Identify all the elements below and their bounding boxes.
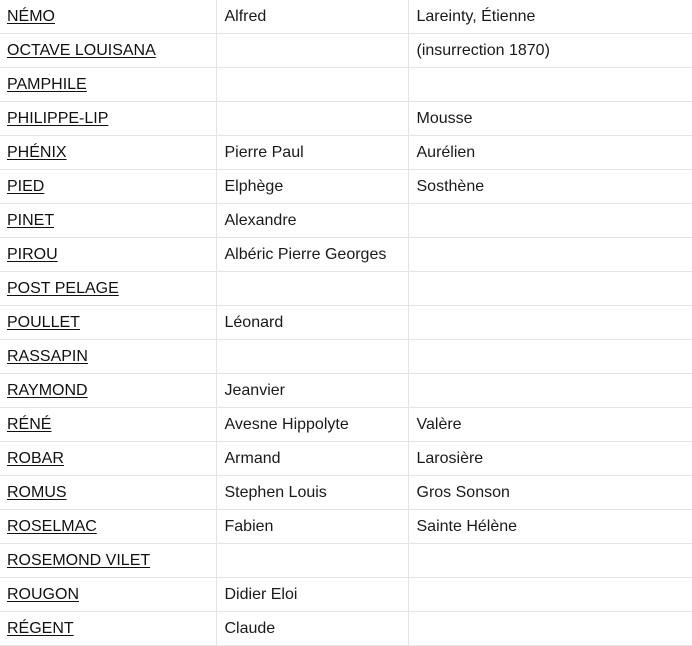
name-cell	[0, 374, 216, 408]
other-name-cell	[408, 306, 692, 340]
given-name-cell: Jeanvier	[216, 374, 408, 408]
other-name-cell	[408, 374, 692, 408]
surname-link[interactable]: NÉMO	[7, 8, 55, 25]
surname-link[interactable]: RÉNÉ	[7, 416, 52, 433]
given-name-cell: Albéric Pierre Georges	[216, 238, 408, 272]
given-name-cell: Léonard	[216, 306, 408, 340]
surname-link[interactable]: ROSEMOND VILET	[7, 552, 151, 569]
other-name-cell: (insurrection 1870)	[408, 34, 692, 68]
given-name-cell: Elphège	[216, 170, 408, 204]
table-row	[0, 374, 692, 408]
other-name-cell	[408, 340, 692, 374]
table-row	[0, 612, 692, 646]
name-cell	[0, 510, 216, 544]
table-row	[0, 340, 692, 374]
table-row	[0, 238, 692, 272]
table-row	[0, 272, 692, 306]
name-cell	[0, 170, 216, 204]
given-name-cell: Stephen Louis	[216, 476, 408, 510]
table-row	[0, 0, 692, 34]
table-row	[0, 136, 692, 170]
other-name-cell	[408, 272, 692, 306]
given-name-cell: Claude	[216, 612, 408, 646]
name-cell	[0, 340, 216, 374]
given-name-cell: Fabien	[216, 510, 408, 544]
given-name-cell: Alexandre	[216, 204, 408, 238]
given-name-cell: Pierre Paul	[216, 136, 408, 170]
table-row	[0, 34, 692, 68]
table-row	[0, 442, 692, 476]
other-name-cell: Lareinty, Étienne	[408, 0, 692, 34]
name-cell	[0, 136, 216, 170]
other-name-cell: Larosière	[408, 442, 692, 476]
surname-link[interactable]: PAMPHILE	[7, 76, 87, 93]
other-name-cell: Gros Sonson	[408, 476, 692, 510]
given-name-cell: Alfred	[216, 0, 408, 34]
other-name-cell	[408, 544, 692, 578]
surname-link[interactable]: RASSAPIN	[7, 348, 88, 365]
table-row	[0, 170, 692, 204]
other-name-cell	[408, 238, 692, 272]
name-cell	[0, 34, 216, 68]
given-name-cell	[216, 272, 408, 306]
name-cell	[0, 476, 216, 510]
other-name-cell: Valère	[408, 408, 692, 442]
other-name-cell: Sainte Hélène	[408, 510, 692, 544]
given-name-cell	[216, 340, 408, 374]
surname-link[interactable]: ROSELMAC	[7, 518, 97, 535]
surname-link[interactable]: PHÉNIX	[7, 144, 67, 161]
table-row	[0, 578, 692, 612]
surname-link[interactable]: ROBAR	[7, 450, 64, 467]
given-name-cell: Didier Eloi	[216, 578, 408, 612]
surname-link[interactable]: PHILIPPE-LIP	[7, 110, 109, 127]
table-row	[0, 510, 692, 544]
name-cell	[0, 544, 216, 578]
other-name-cell	[408, 578, 692, 612]
other-name-cell	[408, 68, 692, 102]
other-name-cell	[408, 204, 692, 238]
surname-link[interactable]: ROMUS	[7, 484, 67, 501]
surname-link[interactable]: PINET	[7, 212, 55, 229]
name-cell	[0, 204, 216, 238]
surname-link[interactable]: PIED	[7, 178, 45, 195]
table-row	[0, 544, 692, 578]
surname-link[interactable]: POST PELAGE	[7, 280, 119, 297]
surname-link[interactable]: POULLET	[7, 314, 80, 331]
given-name-cell	[216, 102, 408, 136]
surname-link[interactable]: ROUGON	[7, 586, 79, 603]
surname-link[interactable]: OCTAVE LOUISANA	[7, 42, 156, 59]
name-cell	[0, 612, 216, 646]
name-cell	[0, 102, 216, 136]
surname-link[interactable]: RAYMOND	[7, 382, 88, 399]
other-name-cell: Sosthène	[408, 170, 692, 204]
name-cell	[0, 272, 216, 306]
table-row	[0, 476, 692, 510]
table-row	[0, 306, 692, 340]
name-cell	[0, 306, 216, 340]
name-cell	[0, 0, 216, 34]
other-name-cell: Aurélien	[408, 136, 692, 170]
other-name-cell: Mousse	[408, 102, 692, 136]
table-row	[0, 102, 692, 136]
name-cell	[0, 442, 216, 476]
given-name-cell: Armand	[216, 442, 408, 476]
name-cell	[0, 68, 216, 102]
name-cell	[0, 238, 216, 272]
given-name-cell	[216, 68, 408, 102]
table-row	[0, 68, 692, 102]
other-name-cell	[408, 612, 692, 646]
given-name-cell	[216, 34, 408, 68]
surname-link[interactable]: PIROU	[7, 246, 58, 263]
name-cell	[0, 408, 216, 442]
name-cell	[0, 578, 216, 612]
given-name-cell: Avesne Hippolyte	[216, 408, 408, 442]
given-name-cell	[216, 544, 408, 578]
table-row	[0, 204, 692, 238]
table-row	[0, 408, 692, 442]
surname-link[interactable]: RÉGENT	[7, 620, 74, 637]
